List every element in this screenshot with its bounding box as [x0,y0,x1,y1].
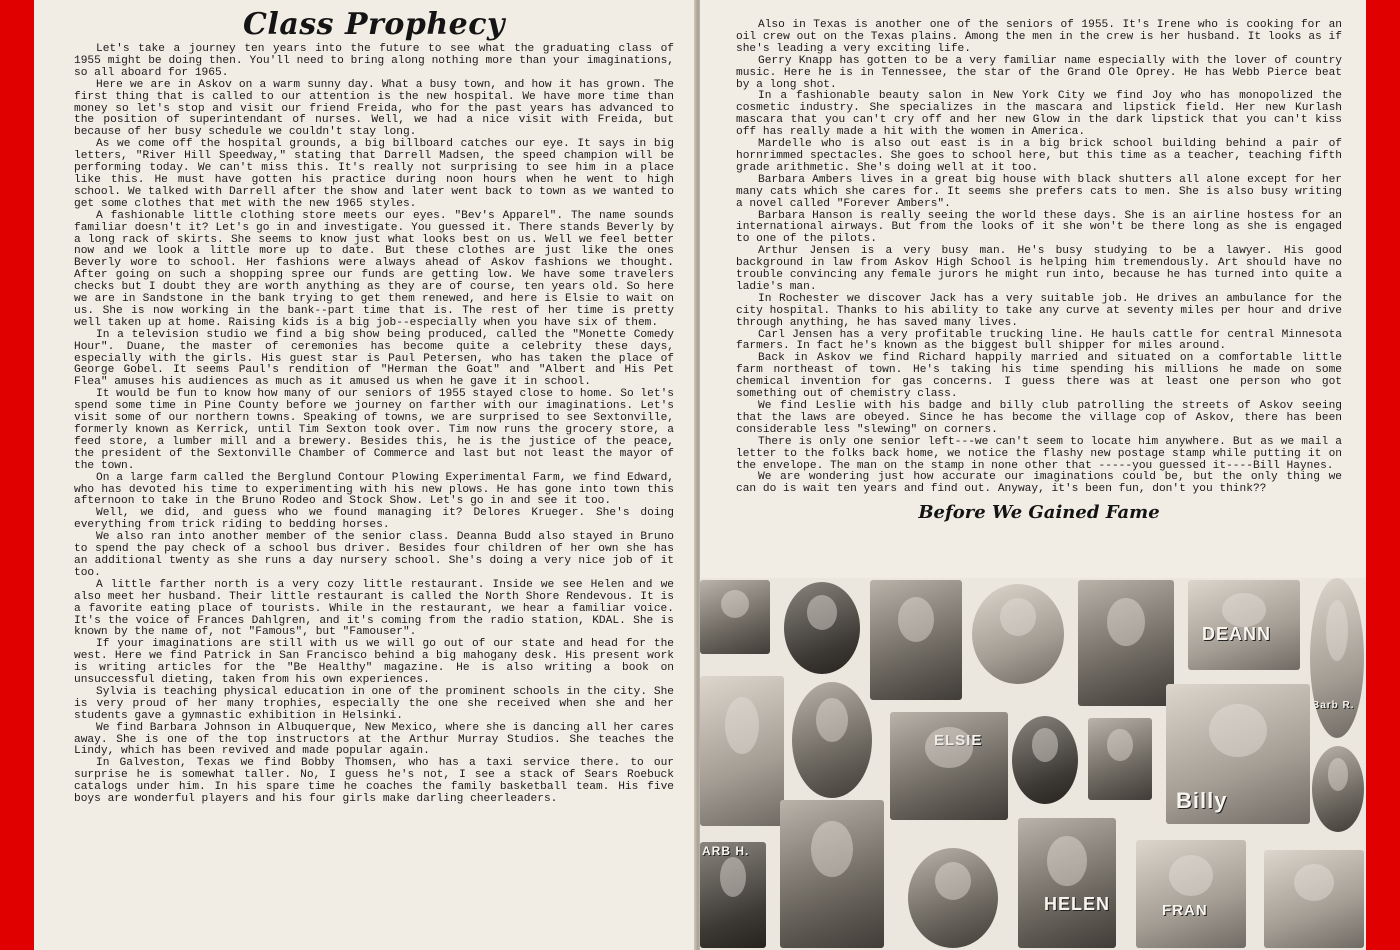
photo [700,676,784,826]
left-page [34,0,696,950]
photo [1136,840,1246,948]
paragraph: A little farther north is a very cozy little restaurant. Inside we see Helen and we also meet her husband. Their little restaurant is called the North Shore Rendevous. It is a favorite eating place of tourists. While in the restaurant, we hear a familiar voice. It's the voice of Frances Dahlgren, and it's coming from the radio station, KDAL. She is known by the name of, not "Famous", but "Famouser". [74,578,674,639]
paragraph: Gerry Knapp has gotten to be a very familiar name especially with the lover of country music. Here he is in Tennessee, the star of the Grand Ole Oprey. He has Webb Pierce beat by a long shot. [736,54,1342,91]
photo [972,584,1064,684]
paragraph: Sylvia is teaching physical education in one of the prominent schools in the city. She is very proud of her many trophies, especially the one she received when she and her students gave a gymnastic exhibition in Helsinki. [74,685,674,722]
photo [1018,818,1116,948]
photo [780,800,884,948]
paragraph: Here we are in Askov on a warm sunny day. What a busy town, and how it has grown. The first thing that is called to our attention is the new hospital. We have more time than money so let's stop and visit our friend Freida, who for the past years has advanced to the position of superintendant of nurses. Well, we had a nice visit with Freida, but because of her busy schedule we couldn't stay long. [74,78,674,139]
photo-label: FRAN [1162,902,1208,919]
photo-label: Billy [1176,788,1228,813]
prophecy-text-left [74,44,674,806]
photo [1088,718,1152,800]
paragraph: Well, we did, and guess who we found managing it? Delores Krueger. She's doing everything from trick riding to bedding horses. [74,507,674,532]
photo [1264,850,1364,948]
photo-label: HELEN [1044,894,1111,914]
photo [792,682,872,798]
paragraph: We find Leslie with his badge and billy club patrolling the streets of Askov seeing that the laws are obeyed. Since he has become the village cop of Askov, there has been considerable less "slewing" on corners. [736,400,1342,436]
photo [870,580,962,700]
paragraph: Mardelle who is also out east is in a big brick school building behind a pair of hornrimmed spectacles. She goes to school here, but this time as a teacher, teaching fifth grade arithmetic. She's doing well at it too. [736,138,1342,174]
paragraph: In Galveston, Texas we find Bobby Thomsen, who has a taxi service there. to our surprise he is somewhat taller. No, I guess he's not, I see a stack of Sears Roebuck catalogs under him. In his spare time he coaches the family basketball team. His five boys are wonderful players and his four girls make darling cheerleaders. [74,757,674,806]
paragraph: Barbara Hanson is really seeing the world these days. She is an airline hostess for an international airways. But from the looks of it she won't be there long as she is engaged to one of the pilots. [736,209,1342,246]
paragraph: It would be fun to know how many of our seniors of 1955 stayed close to home. So let's spend some time in Pine County before we journey on farther with our imaginations. Let's visit some of our northern towns. Speaking of towns, we are surprised to see Sextonville, formerly known as Kerrick, until Tim Sexton took over. Tim now runs the grocery store, a feed store, a lumber mill and a brewery. Besides this, he is the justice of the peace, the president of the Sextonville Chamber of Commerce and last but not least the mayor of the town. [74,388,674,472]
photo-label: ARB H. [702,844,750,858]
paragraph: We also ran into another member of the senior class. Deanna Budd also stayed in Bruno to spend the pay check of a school bus driver. Besides four children of her own she has an additional twenty as she runs a day nursery school. She's doing a very nice job of it too. [74,531,674,579]
page-title: Class Prophecy [243,7,505,42]
prophecy-text-right [736,20,1342,496]
paragraph: A fashionable little clothing store meets our eyes. "Bev's Apparel". The name sounds familiar doesn't it? Let's go in and investigate. You guessed it. There stands Beverly by a long rack of skirts. She seems to know just what looks best on us. Well we feel better now and we look a little more up to date. But these clothes are just like the ones Beverly wore to school. Her fashions were always ahead of Askov fashions we thought. After going on such a shopping spree our funds are getting low. We have some travelers checks but I doubt they are worth anything as they are of course, ten years old. So here we are in Sandstone in the bank trying to get them renewed, and here is Elsie to wait on us. She is now working in the bank--part time that is. The rest of her time is pretty well taken up at home. Raising kids is a big job--especially when you have six of them. [74,209,674,329]
photo [700,580,770,654]
photo [1012,716,1078,804]
photo [908,848,998,948]
photo [1310,578,1364,738]
paragraph: We are wondering just how accurate our imaginations could be, but the only thing we can do is wait ten years and find out. Anyway, it's been fun, don't you think?? [736,471,1342,496]
photo [1312,746,1364,832]
paragraph: Also in Texas is another one of the seniors of 1955. It's Irene who is cooking for an oil crew out on the Texas plains. Among the men in the crew is her husband. It looks as if she's leading a very exciting life. [736,19,1342,55]
paragraph: Back in Askov we find Richard happily married and situated on a comfortable little farm northeast of town. He's taking his time spending his millions he made on some chemical invention for gas concerns. I guess there was at least one person who got something out of chemistry class. [736,352,1342,401]
paragraph: Barbara Ambers lives in a great big house with black shutters all alone except for her many cats which she cares for. It seems she prefers cats to men. She is also busy writing a novel called "Forever Ambers". [736,173,1342,210]
paragraph: Arthur Jensen is a very busy man. He's busy studying to be a lawyer. His good background in law from Askov High School is helping him tremendously. Art should have no trouble convincing any female jurors he might run into, because he has turned into quite a ladie's man. [736,245,1342,293]
paragraph: In a fashionable beauty salon in New York City we find Joy who has monopolized the cosmetic industry. She specializes in the mascara and lipstick field. Her new Kurlash mascara that you can't cry off and her new Glow in the dark lipstick that you can't kiss off has really made a hit with the women in America. [736,90,1342,139]
paragraph: On a large farm called the Berglund Contour Plowing Experimental Farm, we find Edward, who has devoted his time to experimenting with his new plows. He has gone into town this afternoon to take in the Bruno Rodeo and Stock Show. Let's go in and see it too. [74,471,674,508]
photo [890,712,1008,820]
paragraph: In a television studio we find a big show being produced, called the "Monette Comedy Hour". Duane, the master of ceremonies has become quite a celebrity these days, especially with the girls. His guest star is Paul Petersen, who has taken the place of George Gobel. It seems Paul's rendition of "Herman the Goat" and "Albert and His Pet Flea" amuses his audiences as much as it amused us when he gave it in school. [74,328,674,389]
baby-photo-collage [700,578,1366,950]
photo-label: Barb R. [1312,700,1355,711]
paragraph: There is only one senior left---we can't seem to locate him anywhere. But as we mail a letter to the folks back home, we notice the flashy new postage stamp while putting it on the envelope. The man on the stamp in none other that -----you guessed it----Bill Haynes. [736,435,1342,472]
photo [1166,684,1310,824]
photo [700,842,766,948]
photo [1078,580,1174,706]
photo [784,582,860,674]
photo-label: DEANN [1202,624,1272,644]
paragraph: Carl Jensen has a very profitable trucking line. He hauls cattle for central Minnesota farmers. In fact he's known as the biggest bull shipper for miles around. [736,328,1342,353]
paragraph: Let's take a journey ten years into the future to see what the graduating class of 1955 might be doing then. You'll need to bring along nothing more than your imaginations, so all aboard for 1965. [74,43,674,79]
right-page [700,0,1366,950]
photo [1188,580,1300,670]
photo-label: ELSIE [934,732,983,749]
paragraph: If your imaginations are still with us we will go out of our state and head for the west. Here we find Patrick in San Francisco behind a big mahogany desk. His present work is writing articles for the "Be Healthy" magazine. He is also writing a book on unsuccessful dieting, taken from his own experiences. [74,638,674,687]
photo-section-title: Before We Gained Fame [918,502,1160,524]
paragraph: In Rochester we discover Jack has a very suitable job. He drives an ambulance for the city hospital. Thanks to his ability to take any curve at seventy miles per hour and drive through anything, he has saved many lives. [736,292,1342,329]
paragraph: As we come off the hospital grounds, a big billboard catches our eye. It says in big letters, "River Hill Speedway," stating that Darrell Madsen, the speed champion will be performing today. We can't miss this. It's really not surprising to see him in a place like this. He must have gotten his practice during noon hours when he went to high school. We talked with Darrell after the show and later went back to town as we wanted to get some clothes that met with the new 1965 styles. [74,138,674,210]
paragraph: We find Barbara Johnson in Albuquerque, New Mexico, where she is dancing all her cares away. She is one of the top instructors at the Arthur Murray Studios. She teaches the Lindy, which has been revived and made popular again. [74,721,674,758]
